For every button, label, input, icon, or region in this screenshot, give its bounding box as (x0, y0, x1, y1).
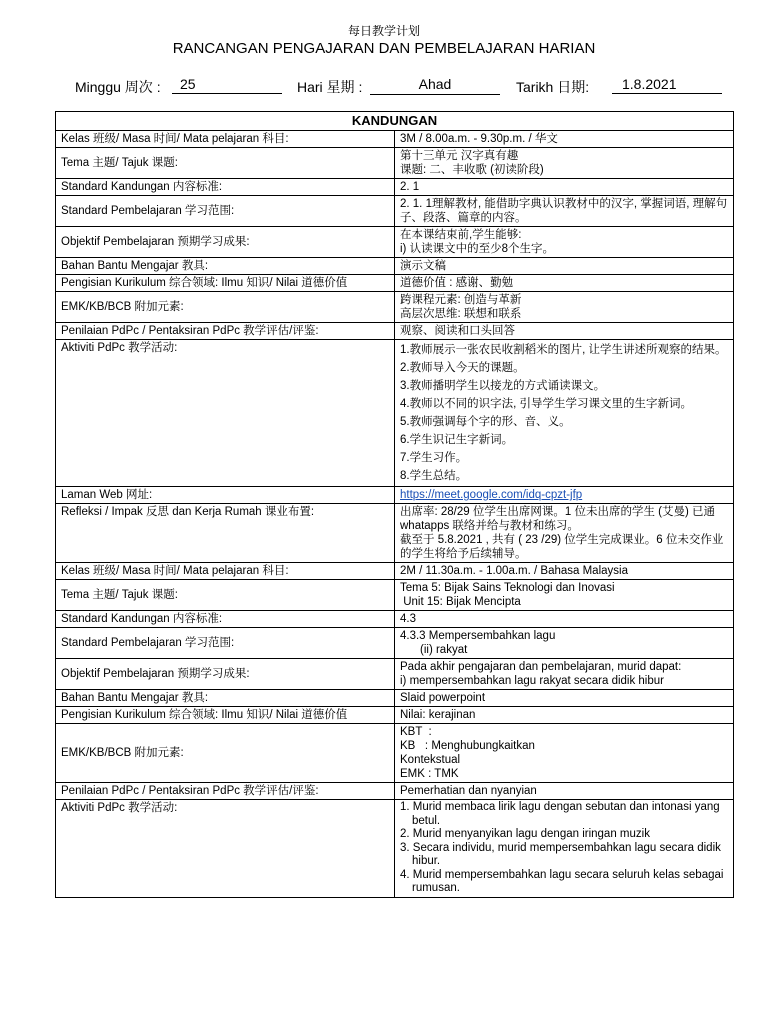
sp-value: 2. 1. 1理解教材, 能借助字典认识教材中的汉字, 掌握词语, 理解句子、段落、篇章的内容。 (395, 196, 734, 227)
objektif-label: Objektif Pembelajaran 预期学习成果: (56, 659, 395, 690)
list-item: 4. Murid mempersembahkan lagu secara seluruh kelas sebagai rumusan. (400, 868, 724, 894)
table-row (56, 563, 734, 580)
tema-line: 课题: 二、丰收歌 (初读阶段) (400, 164, 544, 176)
sk-value: 4.3 (395, 611, 734, 628)
emk-line: KBT : (400, 726, 432, 738)
laman-label: Laman Web 网址: (56, 487, 395, 504)
table-row (56, 707, 734, 724)
kelas-label: Kelas 班级/ Masa 时间/ Mata pelajaran 科目: (56, 563, 395, 580)
table-row (56, 323, 734, 340)
emk-line: Kontekstual (400, 754, 461, 766)
sk-label: Standard Kandungan 内容标准: (56, 611, 395, 628)
table-row (56, 504, 734, 563)
kelas-value: 2M / 11.30a.m. - 1.00a.m. / Bahasa Malaysia (395, 563, 734, 580)
sk-value: 2. 1 (395, 179, 734, 196)
list-item: 1. Murid membaca lirik lagu dengan sebutan dan intonasi yang betul. (400, 801, 720, 827)
table-row (56, 131, 734, 148)
aktiviti-list (400, 341, 728, 485)
emk-label: EMK/KB/BCB 附加元素: (56, 292, 395, 323)
list-item: 8.学生总结。 (400, 470, 468, 482)
hari-label: Hari 星期 : (297, 79, 363, 95)
emk-value (395, 292, 734, 323)
penilaian-label: Penilaian PdPc / Pentaksiran PdPc 教学评估/评鉴: (56, 783, 395, 800)
table-row (56, 227, 734, 258)
tema-value (395, 148, 734, 179)
emk-line: 高层次思维: 联想和联系 (400, 308, 522, 320)
objektif-line: i) mempersembahkan lagu rakyat secara didik hibur (400, 675, 664, 687)
list-item: 3.教师播明学生以接龙的方式诵读课文。 (400, 380, 606, 392)
refleksi-line: 出席率: 28/29 位学生出席网课。1 位未出席的学生 (艾曼) 已通 whatapps 联络并给与教材和练习。 (400, 506, 716, 532)
table-row (56, 292, 734, 323)
list-item: 5.教师强调每个字的形、音、义。 (400, 416, 571, 428)
table-row (56, 783, 734, 800)
objektif-line: Pada akhir pengajaran dan pembelajaran, murid dapat: (400, 661, 682, 673)
objektif-line: i) 认读课文中的至少8个生字。 (400, 243, 554, 255)
list-item: 2. Murid menyanyikan lagu dengan iringan muzik (400, 828, 650, 840)
bahan-value: 演示文稿 (395, 258, 734, 275)
refleksi-value (395, 504, 734, 563)
bahan-value: Slaid powerpoint (395, 690, 734, 707)
tema-line: 第十三单元 汉字真有趣 (400, 150, 519, 162)
bahan-label: Bahan Bantu Mengajar 教具: (56, 690, 395, 707)
table-row (56, 340, 734, 487)
bahan-label: Bahan Bantu Mengajar 教具: (56, 258, 395, 275)
aktiviti-list (400, 801, 728, 896)
list-item: 1.教师展示一张农民收割稻米的图片, 让学生讲述所观察的结果。 (400, 344, 727, 356)
table-row (56, 148, 734, 179)
tarikh-label: Tarikh 日期: (516, 79, 590, 95)
sp-label: Standard Pembelajaran 学习范围: (56, 628, 395, 659)
table-row (56, 800, 734, 898)
list-item: 7.学生习作。 (400, 452, 468, 464)
sp-label: Standard Pembelajaran 学习范围: (56, 196, 395, 227)
objektif-value (395, 659, 734, 690)
table-row (56, 628, 734, 659)
chinese-title: 每日教学计划 (347, 24, 420, 38)
emk-line: KB : Menghubungkaitkan (400, 740, 535, 752)
sp-value (395, 628, 734, 659)
objektif-label: Objektif Pembelajaran 预期学习成果: (56, 227, 395, 258)
aktiviti-label: Aktiviti PdPc 教学活动: (56, 340, 395, 487)
objektif-value (395, 227, 734, 258)
table-row (56, 258, 734, 275)
tema-line: Tema 5: Bijak Sains Teknologi dan Inovasi (400, 582, 615, 594)
table-heading-row (56, 112, 734, 131)
table-heading: KANDUNGAN (56, 112, 734, 131)
sp-line: 4.3.3 Mempersembahkan lagu (400, 630, 556, 642)
table-row (56, 487, 734, 504)
refleksi-line: 截至于 5.8.2021 , 共有 ( 23 /29) 位学生完成课业。6 位未交作业的学生将给予后续辅导。 (400, 534, 724, 560)
tarikh-value: 1.8.2021 (612, 76, 722, 94)
pengisian-label: Pengisian Kurikulum 综合领域: Ilmu 知识/ Nilai 道德价值 (56, 707, 395, 724)
objektif-line: 在本课结束前,学生能够: (400, 229, 522, 241)
page-title: RANCANGAN PENGAJARAN DAN PEMBELAJARAN HARIAN (172, 40, 596, 57)
emk-line: EMK : TMK (400, 768, 459, 780)
table-row (56, 659, 734, 690)
sk-label: Standard Kandungan 内容标准: (56, 179, 395, 196)
aktiviti-label: Aktiviti PdPc 教学活动: (56, 800, 395, 898)
sp-line: (ii) rakyat (420, 644, 468, 656)
penilaian-value: Pemerhatian dan nyanyian (395, 783, 734, 800)
penilaian-label: Penilaian PdPc / Pentaksiran PdPc 教学评估/评鉴: (56, 323, 395, 340)
emk-line: 跨课程元素: 创造与革新 (400, 294, 522, 306)
pengisian-value: 道德价值 : 感谢、勤勉 (395, 275, 734, 292)
tema-label: Tema 主题/ Tajuk 课题: (56, 580, 395, 611)
kelas-label: Kelas 班级/ Masa 时间/ Mata pelajaran 科目: (56, 131, 395, 148)
pengisian-label: Pengisian Kurikulum 综合领域: Ilmu 知识/ Nilai 道德价值 (56, 275, 395, 292)
table-row (56, 196, 734, 227)
table-row (56, 580, 734, 611)
emk-value (395, 724, 734, 783)
list-item: 2.教师导入今天的课题。 (400, 362, 525, 374)
laman-value (395, 487, 734, 504)
table-row (56, 724, 734, 783)
pengisian-value: Nilai: kerajinan (395, 707, 734, 724)
tema-value (395, 580, 734, 611)
meeting-link[interactable]: https://meet.google.com/idq-cpzt-jfp (400, 489, 583, 501)
list-item: 4.教师以不同的识字法, 引导学生学习课文里的生字新词。 (400, 398, 692, 410)
list-item: 3. Secara individu, murid mempersembahkan lagu secara didik hibur. (400, 841, 721, 867)
table-row (56, 275, 734, 292)
tema-label: Tema 主题/ Tajuk 课题: (56, 148, 395, 179)
list-item: 6.学生识记生字新词。 (400, 434, 514, 446)
aktiviti-value (395, 800, 734, 898)
emk-label: EMK/KB/BCB 附加元素: (56, 724, 395, 783)
table-row (56, 611, 734, 628)
hari-value: Ahad (370, 76, 500, 95)
minggu-value: 25 (172, 76, 282, 94)
aktiviti-value (395, 340, 734, 487)
penilaian-value: 观察、阅读和口头回答 (395, 323, 734, 340)
lesson-plan-table (55, 111, 734, 898)
refleksi-label: Refleksi / Impak 反思 dan Kerja Rumah 课业布置: (56, 504, 395, 563)
minggu-label: Minggu 周次 : (75, 79, 161, 95)
kelas-value: 3M / 8.00a.m. - 9.30p.m. / 华文 (395, 131, 734, 148)
table-row (56, 690, 734, 707)
tema-line: Unit 15: Bijak Mencipta (400, 596, 521, 608)
table-row (56, 179, 734, 196)
